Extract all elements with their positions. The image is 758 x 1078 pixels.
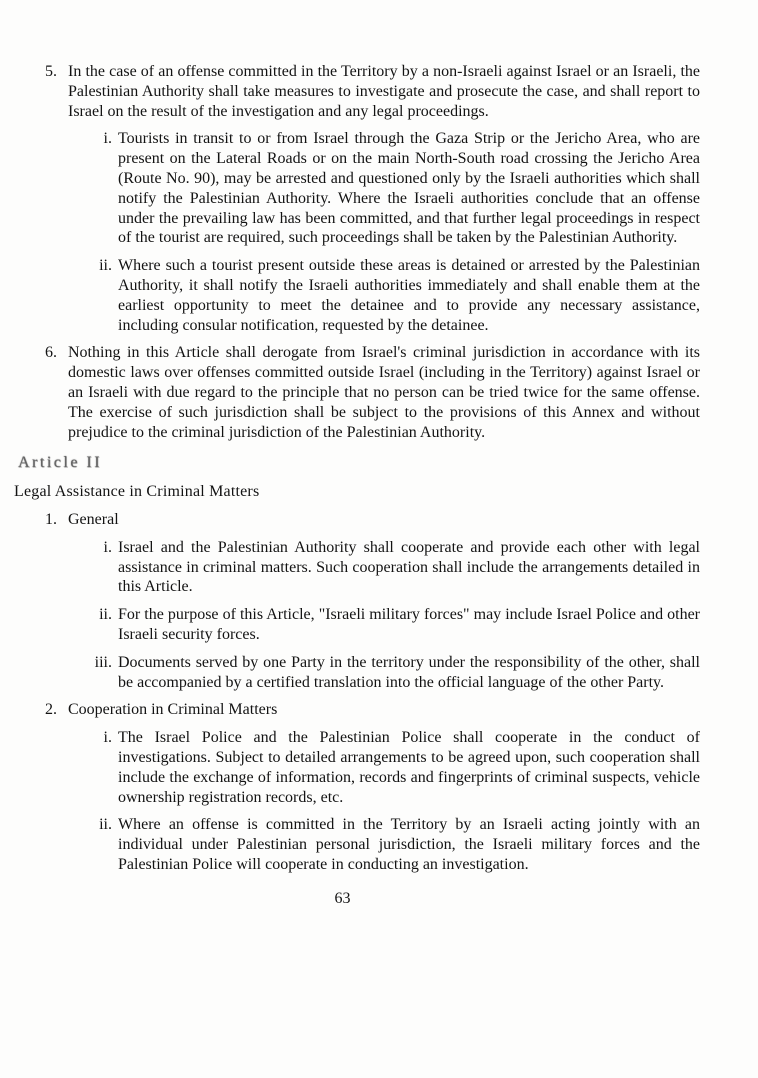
section-2-item-i-text: The Israel Police and the Palestinian Police shall cooperate in the conduct of investigations. Subject to detailed arrangements to be agreed upon, such cooperation shall include the exchange of information, records and fingerprints of criminal suspects, vehicle ownership registration records, etc. bbox=[118, 729, 700, 806]
section-1-item-iii-number: iii. bbox=[94, 653, 112, 671]
section-1 bbox=[45, 510, 700, 530]
article-heading: Article II bbox=[18, 454, 103, 472]
section-1-item-ii-text: For the purpose of this Article, "Israeli military forces" may include Israel Police and other Israeli security forces. bbox=[118, 606, 700, 643]
paragraph-5-item-ii-text: Where such a tourist present outside these areas is detained or arrested by the Palestinian Authority, it shall notify the Israeli authorities immediately and shall enable them at the earliest opportunity to meet the detainee and to provide any necessary assistance, including consular notification, requested by the detainee. bbox=[118, 257, 700, 334]
paragraph-6-text: Nothing in this Article shall derogate from Israel's criminal jurisdiction in accordance with its domestic laws over offenses committed outside Israel (including in the Territory) against Israel or an Israeli with due regard to the principle that no person can be tried twice for the same offense. The exercise of such jurisdiction shall be subject to the provisions of this Annex and without prejudice to the criminal jurisdiction of the Palestinian Authority. bbox=[68, 344, 700, 441]
section-2-item-ii bbox=[88, 815, 700, 874]
paragraph-5 bbox=[45, 62, 700, 121]
section-2-item-i bbox=[88, 728, 700, 807]
section-1-item-ii-number: ii. bbox=[99, 606, 112, 624]
section-1-item-i-number: i. bbox=[103, 538, 112, 556]
paragraph-5-number: 5. bbox=[45, 63, 57, 80]
section-1-item-ii bbox=[88, 605, 700, 645]
section-2-label: Cooperation in Criminal Matters bbox=[68, 701, 278, 719]
section-1-item-iii bbox=[88, 653, 700, 693]
paragraph-5-item-i-text: Tourists in transit to or from Israel through the Gaza Strip or the Jericho Area, who are present on the Lateral Roads or on the main North-South road crossing the Jericho Area (Route No. 90), may be arrested and questioned only by the Israeli authorities which shall notify the Palestinian Authority. Where the Israeli authorities conclude that an offense under the prevailing law has been committed, and that further legal proceedings in respect of the tourist are required, such proceedings shall be taken by the Palestinian Authority. bbox=[118, 130, 700, 247]
section-2 bbox=[45, 700, 700, 720]
paragraph-6 bbox=[45, 343, 700, 442]
section-1-label: General bbox=[68, 510, 119, 528]
section-2-item-ii-text: Where an offense is committed in the Territory by an Israeli acting jointly with an individual under Palestinian personal jurisdiction, the Israeli military forces and the Palestinian Police will cooperate in conducting an investigation. bbox=[118, 816, 700, 873]
section-1-item-i-text: Israel and the Palestinian Authority shall cooperate and provide each other with legal assistance in criminal matters. Such cooperation shall include the arrangements detailed in this Article. bbox=[118, 538, 700, 596]
section-2-item-ii-number: ii. bbox=[99, 816, 112, 834]
paragraph-5-item-i-number: i. bbox=[103, 130, 112, 148]
section-1-number: 1. bbox=[45, 510, 57, 528]
section-2-item-i-number: i. bbox=[103, 729, 112, 747]
page-number: 63 bbox=[334, 889, 351, 907]
article-title: Legal Assistance in Criminal Matters bbox=[14, 483, 260, 501]
paragraph-5-text: In the case of an offense committed in the Territory by a non-Israeli against Israel or an Israeli, the Palestinian Authority shall take measures to investigate and prosecute the case, and shall report to Israel on the result of the investigation and any legal proceedings. bbox=[68, 63, 700, 120]
paragraph-6-number: 6. bbox=[45, 344, 57, 362]
paragraph-5-item-i bbox=[88, 129, 700, 248]
paragraph-5-item-ii bbox=[88, 256, 700, 335]
paragraph-5-item-ii-number: ii. bbox=[99, 257, 112, 275]
section-2-number: 2. bbox=[45, 701, 57, 719]
section-1-item-iii-text: Documents served by one Party in the territory under the responsibility of the other, shall be accompanied by a certified translation into the official language of the other Party. bbox=[118, 653, 700, 691]
section-1-item-i bbox=[88, 538, 700, 597]
